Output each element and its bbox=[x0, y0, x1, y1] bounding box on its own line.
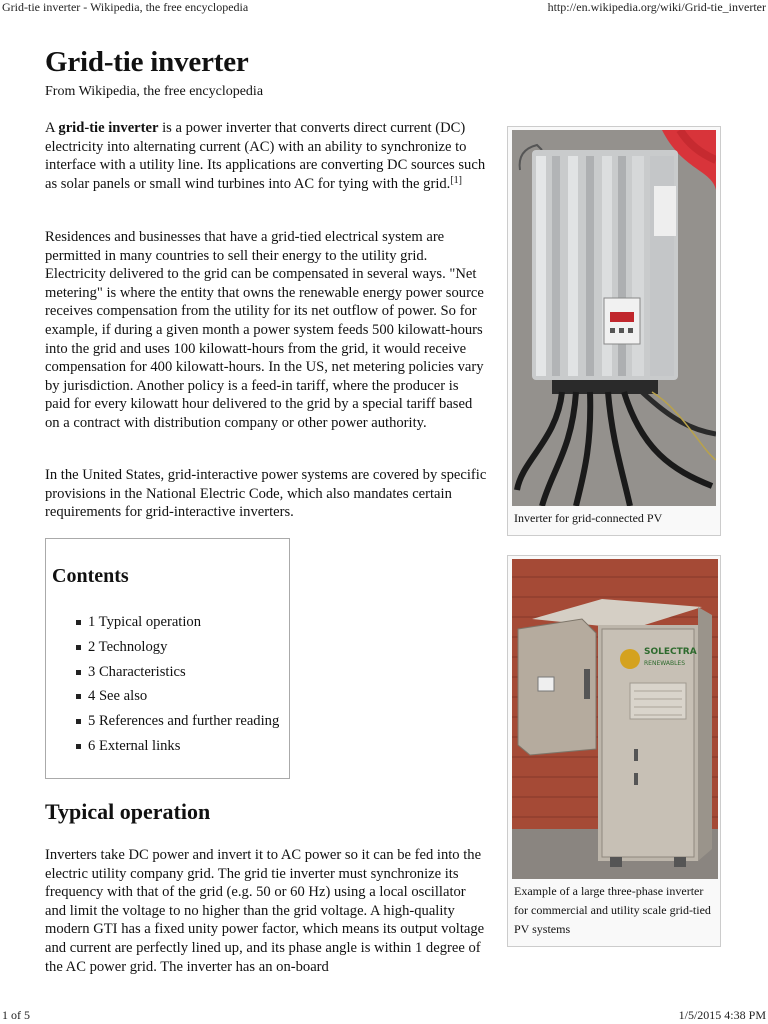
bullet-icon bbox=[76, 620, 81, 625]
bullet-icon bbox=[76, 744, 81, 749]
toc-item[interactable] bbox=[46, 663, 279, 688]
toc-item-label[interactable]: 5 References and further reading bbox=[88, 713, 280, 730]
toc-item-label[interactable]: 6 External links bbox=[88, 737, 181, 754]
svg-text:RENEWABLES: RENEWABLES bbox=[644, 660, 686, 667]
us-code-text: In the United States, grid-interactive power systems are covered by specific provisions in the National Electric Code, which also mandates certain requirements for grid-interactive inverters. bbox=[45, 467, 487, 521]
bullet-icon bbox=[76, 719, 81, 724]
toc-item[interactable] bbox=[46, 737, 279, 762]
inverter-photo[interactable] bbox=[512, 130, 716, 506]
figure-caption: Inverter for grid-connected PV bbox=[514, 511, 663, 525]
net-metering-text: Residences and businesses that have a grid-tied electrical system are permitted in many countries to sell their energy to the utility grid. Electricity delivered to the grid can be compensated in several ways. "Net metering" is where the entity that owns the renewable energy power source receives compensation from the utility for its net outflow of power. So for example, if during a given month a power system feeds 500 kilowatt-hours into the grid and uses 100 kilowatt-hours from the grid, it would receive compensation for 400 kilowatt-hours. In the US, net metering policies vary by jurisdiction. Another policy is a feed-in tariff, where the producer is paid for every kilowatt hour delivered to the grid by a special tariff based on a contract with distribution company or other power authority. bbox=[45, 229, 484, 431]
net-metering-paragraph bbox=[45, 228, 487, 433]
us-code-paragraph bbox=[45, 466, 487, 522]
bullet-icon bbox=[76, 645, 81, 650]
toc-item[interactable] bbox=[46, 687, 279, 712]
three-phase-inverter-photo[interactable] bbox=[512, 559, 718, 879]
toc-item-label[interactable]: 3 Characteristics bbox=[88, 663, 186, 680]
article-title: Grid-tie inverter bbox=[45, 46, 249, 78]
page-url[interactable]: http://en.wikipedia.org/wiki/Grid-tie_inverter bbox=[547, 0, 766, 14]
figure-caption: Example of a large three-phase inverter for commercial and utility scale grid-tied PV systems bbox=[514, 884, 711, 936]
toc-list bbox=[46, 613, 279, 762]
intro-term: grid-tie inverter bbox=[58, 120, 159, 136]
bullet-icon bbox=[76, 694, 81, 699]
print-timestamp: 1/5/2015 4:38 PM bbox=[678, 1008, 766, 1022]
toc-item-label[interactable]: 4 See also bbox=[88, 688, 148, 705]
bullet-icon bbox=[76, 670, 81, 675]
figure-inverter bbox=[507, 126, 721, 536]
table-of-contents bbox=[45, 538, 290, 779]
toc-item[interactable] bbox=[46, 638, 279, 663]
article-subtitle: From Wikipedia, the free encyclopedia bbox=[45, 84, 264, 99]
typical-operation-text: Inverters take DC power and invert it to AC power so it can be fed into the electric utility company grid. The grid tie inverter must synchronize its frequency with that of the grid (e.g. 50 or 60 Hz) using a local oscillator and limit the voltage to no higher than the grid voltage. A high-quality modern GTI has a fixed unity power factor, which means its output voltage and current are perfectly lined up, and its phase angle is within 1 degree of the AC power grid. The inverter has an on-board bbox=[45, 847, 485, 975]
typical-operation-paragraph bbox=[45, 846, 487, 976]
section-heading-typical-operation: Typical operation bbox=[45, 799, 211, 824]
toc-item[interactable] bbox=[46, 613, 279, 638]
intro-text-pre: A bbox=[45, 120, 59, 136]
toc-item[interactable] bbox=[46, 712, 279, 737]
page-counter: 1 of 5 bbox=[2, 1008, 30, 1022]
figure-three-phase-inverter bbox=[507, 555, 721, 947]
intro-paragraph bbox=[45, 119, 487, 193]
reference-link[interactable]: [1] bbox=[450, 174, 463, 186]
toc-item-label[interactable]: 2 Technology bbox=[88, 638, 168, 655]
page-title-header: Grid-tie inverter - Wikipedia, the free encyclopedia bbox=[2, 0, 249, 14]
intro-text-post: is a power inverter that converts direct current (DC) electricity into alternating current (AC) with an ability to synchronize to interface with a utility line. Its applications are converting DC sources such as solar panels or small wind turbines into AC for tying with the grid. bbox=[45, 120, 486, 192]
toc-item-label[interactable]: 1 Typical operation bbox=[88, 614, 201, 630]
svg-text:SOLECTRA: SOLECTRA bbox=[644, 647, 697, 657]
toc-title: Contents bbox=[52, 565, 129, 587]
